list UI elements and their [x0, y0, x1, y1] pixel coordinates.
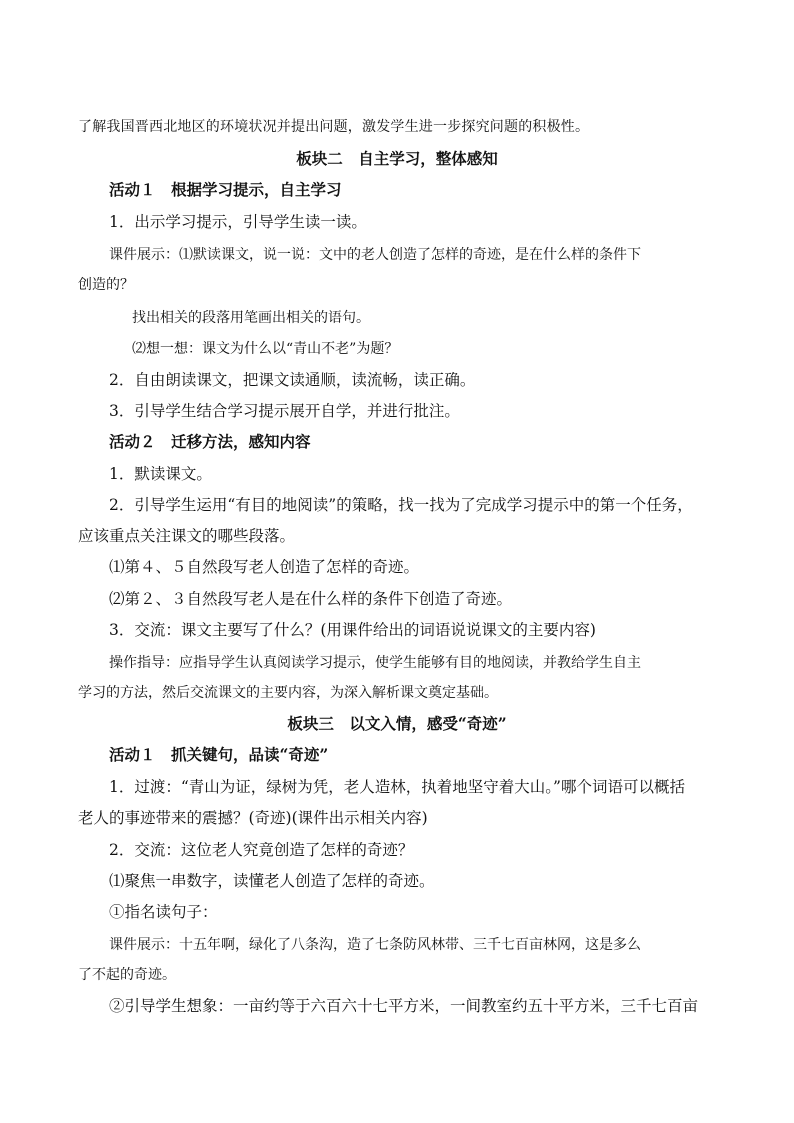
paragraph-line: 3．交流：课文主要写了什么？(用课件给出的词语说说课文的主要内容) — [109, 621, 596, 639]
paragraph-line: 2．交流：这位老人究竟创造了怎样的奇迹？ — [109, 841, 414, 859]
paragraph-line: 课件展示：⑴默读课文，说一说：文中的老人创造了怎样的奇迹，是在什么样的条件下 — [109, 247, 641, 263]
paragraph-line: 找出相关的段落用笔画出相关的语句。 — [132, 310, 370, 326]
paragraph-line: 学习的方法，然后交流课文的主要内容，为深入解析课文奠定基础。 — [78, 685, 498, 701]
paragraph-line: 老人的事迹带来的震撼？(奇迹)(课件出示相关内容) — [78, 809, 428, 827]
paragraph-line: ①指名读句子： — [109, 903, 218, 921]
paragraph-line: 1．出示学习提示，引导学生读一读。 — [109, 213, 367, 231]
paragraph-line: 1．默读课文。 — [109, 465, 212, 483]
paragraph-line: 2．自由朗读课文，把课文读通顺，读流畅，读正确。 — [109, 371, 476, 389]
paragraph-line: ⑴第４、５自然段写老人创造了怎样的奇迹。 — [109, 558, 420, 576]
paragraph-line: 1．过渡：“青山为证，绿树为凭，老人造林，执着地坚守着大山。”哪个词语可以概括 — [109, 778, 685, 796]
paragraph-line: 3．引导学生结合学习提示展开自学，并进行批注。 — [109, 402, 460, 420]
paragraph-line: 创造的？ — [78, 277, 134, 293]
paragraph-line: ⑵第２、３自然段写老人是在什么样的条件下创造了奇迹。 — [109, 590, 513, 608]
paragraph-line: 课件展示：十五年啊，绿化了八条沟，造了七条防风林带、三千七百亩林网，这是多么 — [109, 937, 641, 953]
activity-heading: 活动２ 迁移方法，感知内容 — [109, 432, 311, 451]
paragraph-line: 2．引导学生运用“有目的地阅读”的策略，找一找为了完成学习提示中的第一个任务， — [109, 496, 693, 514]
activity-heading: 活动１ 根据学习提示，自主学习 — [109, 180, 342, 199]
activity-heading: 活动１ 抓关键句，品读“奇迹” — [109, 745, 329, 764]
section-heading: 板块三 以文入情，感受“奇迹” — [287, 714, 507, 733]
paragraph-line: 了不起的奇迹。 — [78, 967, 176, 983]
paragraph-line: ⑴聚焦一串数字，读懂老人创造了怎样的奇迹。 — [109, 872, 435, 890]
paragraph-line: ⑵想一想：课文为什么以“青山不老”为题？ — [132, 341, 399, 357]
paragraph-line: 操作指导：应指导学生认真阅读学习提示，使学生能够有目的地阅读，并教给学生自主 — [109, 655, 641, 671]
paragraph-line: 了解我国晋西北地区的环境状况并提出问题，激发学生进一步探究问题的积极性。 — [78, 119, 590, 135]
section-heading: 板块二 自主学习，整体感知 — [296, 149, 498, 168]
paragraph-line: ②引导学生想象：一亩约等于六百六十七平方米，一间教室约五十平方米，三千七百亩 — [109, 997, 699, 1015]
paragraph-line: 应该重点关注课文的哪些段落。 — [78, 527, 296, 545]
